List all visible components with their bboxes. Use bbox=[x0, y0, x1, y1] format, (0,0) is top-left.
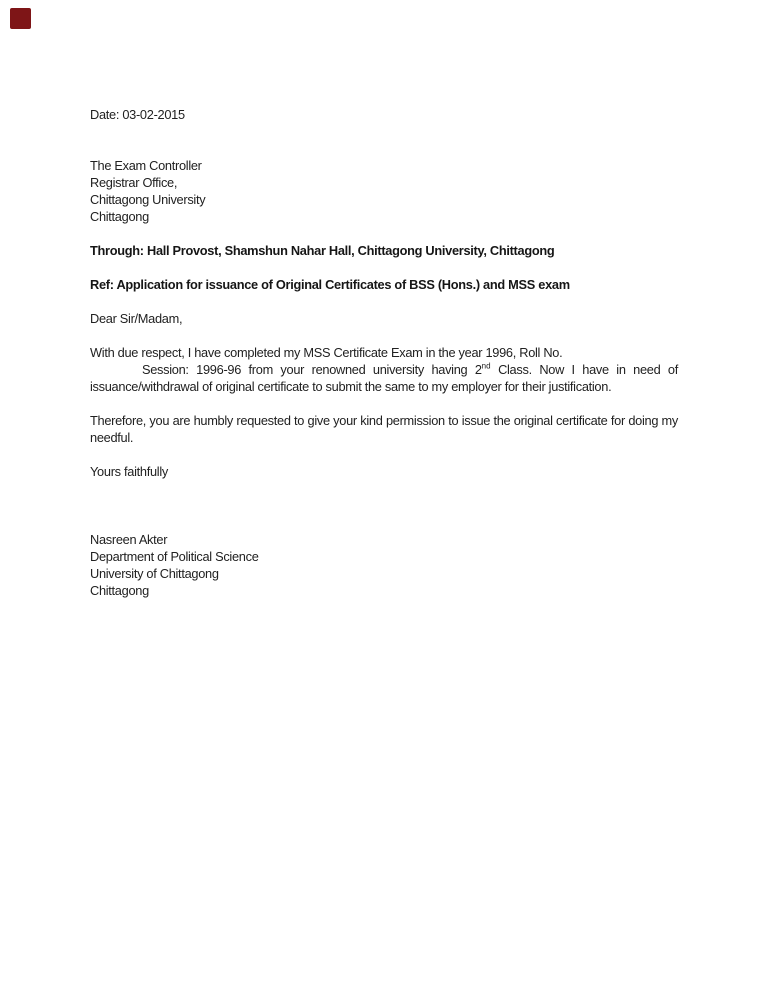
corner-mark bbox=[10, 8, 31, 29]
signature-city: Chittagong bbox=[90, 583, 149, 598]
recipient-line-3: Chittagong University bbox=[90, 192, 206, 207]
signature-department: Department of Political Science bbox=[90, 549, 259, 564]
ordinal-superscript-icon: nd bbox=[481, 361, 491, 371]
recipient-line-4: Chittagong bbox=[90, 209, 149, 224]
signature-block bbox=[90, 531, 678, 599]
para1-session-pre: Session: 1996-96 from your renowned university having 2 bbox=[142, 362, 482, 377]
recipient-line-1: The Exam Controller bbox=[90, 158, 202, 173]
date-line: Date: 03-02-2015 bbox=[90, 107, 185, 122]
letter-content bbox=[90, 106, 678, 616]
body-paragraph-2: Therefore, you are humbly requested to give your kind permission to issue the original certificate for doing my needful. bbox=[90, 413, 678, 445]
through-line: Through: Hall Provost, Shamshun Nahar Hall, Chittagong University, Chittagong bbox=[90, 243, 555, 258]
para1-session-post: Class. Now I have in need of issuance/withdrawal of original certificate to submit the same to my employer for their justification. bbox=[90, 362, 678, 394]
closing: Yours faithfully bbox=[90, 464, 168, 479]
salutation: Dear Sir/Madam, bbox=[90, 311, 183, 326]
ref-line: Ref: Application for issuance of Original Certificates of BSS (Hons.) and MSS exam bbox=[90, 277, 570, 292]
body-paragraph-1 bbox=[90, 344, 678, 395]
recipient-address bbox=[90, 157, 678, 225]
signature-name: Nasreen Akter bbox=[90, 532, 168, 547]
signature-university: University of Chittagong bbox=[90, 566, 219, 581]
para1-line1: With due respect, I have completed my MSS Certificate Exam in the year 1996, Roll No. bbox=[90, 345, 563, 360]
recipient-line-2: Registrar Office, bbox=[90, 175, 178, 190]
